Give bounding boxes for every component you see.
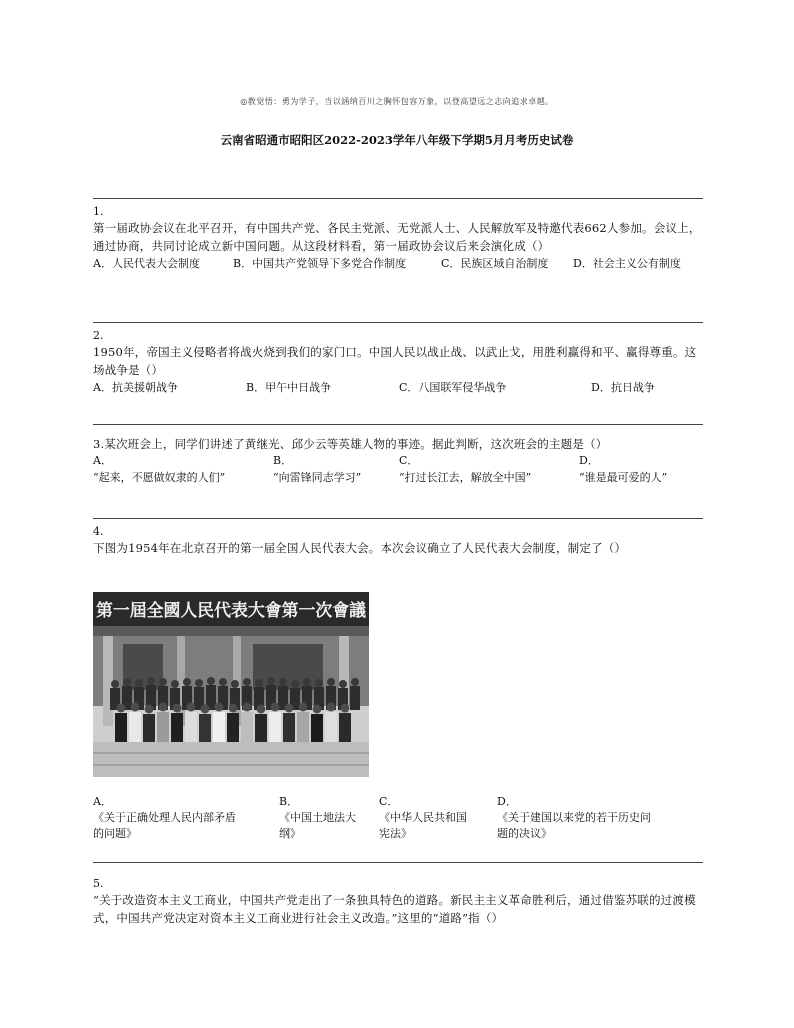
- question-stem: 第一届政协会议在北平召开，有中国共产党、各民主党派、无党派人士、人民解放军及特邀代表662人参加。会议上，通过协商，共同讨论成立新中国问题。从这段材料看，第一届政协会议后来会演化成（）: [93, 221, 701, 253]
- question-2: [93, 322, 703, 398]
- question-number: 5.: [93, 877, 104, 890]
- divider: [93, 198, 703, 199]
- option-b[interactable]: B．甲午中日战争: [246, 381, 332, 394]
- option-c[interactable]: C．八国联军侵华战争: [399, 381, 507, 394]
- option-d[interactable]: D．社会主义公有制度: [573, 257, 681, 270]
- options-row: [93, 380, 703, 398]
- question-stem: 3.某次班会上，同学们讲述了黄继光、邱少云等英雄人物的事迹。据此判断，这次班会的主题是（）: [93, 437, 608, 451]
- option-a-line1[interactable]: 《关于正确处理人民内部矛盾: [93, 811, 236, 824]
- question-number: 4.: [93, 525, 104, 538]
- option-c-letter: C．: [379, 795, 399, 808]
- question-5: [93, 862, 703, 927]
- divider: [93, 518, 703, 519]
- option-a-letter: A．: [93, 795, 112, 808]
- question-stem: 1950年，帝国主义侵略者将战火烧到我们的家门口。中国人民以战止战、以武止戈，用胜利赢得和平、赢得尊重。这场战争是（）: [93, 345, 697, 377]
- photo-banner-text: 第一屆全國人民代表大會第一次會議: [96, 601, 368, 621]
- option-b-line2[interactable]: 纲》: [279, 827, 301, 840]
- option-b[interactable]: “向雷锋同志学习”: [273, 471, 362, 484]
- question-stem: “关于改造资本主义工商业，中国共产党走出了一条独具特色的道路。新民主主义革命胜利后，通过借鉴苏联的过渡模式，中国共产党决定对资本主义工商业进行社会主义改造。”这里的“道路”指（）: [93, 893, 696, 925]
- option-a[interactable]: “起来，不愿做奴隶的人们”: [93, 471, 226, 484]
- question-number: 3.: [93, 437, 105, 451]
- options-row: [93, 453, 703, 487]
- option-a-line2[interactable]: 的问题》: [93, 827, 137, 840]
- divider: [93, 862, 703, 863]
- option-b-line1[interactable]: 《中国土地法大: [279, 811, 356, 824]
- option-c-line1[interactable]: 《中华人民共和国: [379, 811, 467, 824]
- question-stem: 下图为1954年在北京召开的第一届全国人民代表大会。本次会议确立了人民代表大会制度，制定了（）: [93, 541, 627, 555]
- option-b-letter: B．: [279, 795, 299, 808]
- divider: [93, 424, 703, 425]
- option-d[interactable]: “谁是最可爱的人”: [579, 471, 668, 484]
- option-b-letter: B．: [273, 454, 293, 467]
- question-3: [93, 424, 703, 487]
- option-c[interactable]: “打过长江去，解放全中国”: [399, 471, 532, 484]
- question-4: [93, 518, 703, 557]
- question-number: 2.: [93, 329, 104, 342]
- option-d[interactable]: D．抗日战争: [591, 381, 655, 394]
- question-1: [93, 198, 703, 274]
- question-4-options: [93, 794, 703, 844]
- option-c-line2[interactable]: 宪法》: [379, 827, 412, 840]
- option-c[interactable]: C．民族区域自治制度: [441, 257, 549, 270]
- option-c-letter: C．: [399, 454, 419, 467]
- motto-line: ◎教觉悟：勇为学子，当以涵纳百川之胸怀包容万象，以登高望远之志向追求卓越。: [240, 97, 554, 106]
- option-a[interactable]: A．抗美援朝战争: [93, 381, 178, 394]
- option-d-letter: D．: [579, 454, 599, 467]
- congress-photo: [93, 592, 369, 777]
- question-number: 1.: [93, 205, 104, 218]
- option-d-line2[interactable]: 题的决议》: [497, 827, 552, 840]
- exam-title: 云南省昭通市昭阳区2022-2023学年八年级下学期5月月考历史试卷: [220, 133, 574, 147]
- option-b[interactable]: B．中国共产党领导下多党合作制度: [233, 257, 407, 270]
- option-d-letter: D．: [497, 795, 517, 808]
- option-a-letter: A．: [93, 454, 112, 467]
- option-d-line1[interactable]: 《关于建国以来党的若干历史问: [497, 811, 651, 824]
- options-row: [93, 256, 703, 274]
- divider: [93, 322, 703, 323]
- option-a[interactable]: A．人民代表大会制度: [93, 257, 200, 270]
